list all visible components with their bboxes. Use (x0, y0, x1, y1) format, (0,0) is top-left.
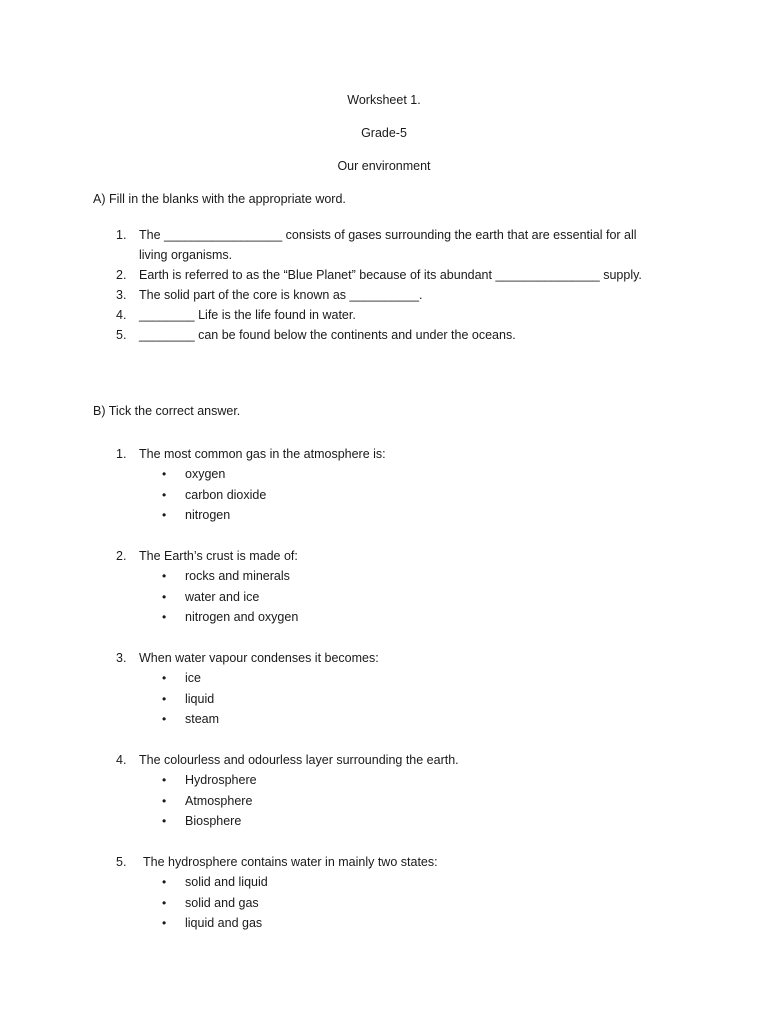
option-label: oxygen (185, 467, 226, 481)
question-number: 2. (116, 549, 127, 563)
question-number: 3. (116, 651, 127, 665)
option-item[interactable] (93, 791, 693, 812)
mcq-question (93, 546, 693, 628)
mcq-question (93, 750, 693, 832)
options-list (93, 566, 693, 628)
option-item[interactable] (93, 689, 693, 710)
item-number: 4. (116, 308, 127, 322)
option-item[interactable] (93, 872, 693, 893)
fill-blank-item (93, 285, 693, 305)
option-label: ice (185, 671, 201, 685)
option-label: steam (185, 712, 220, 726)
question-line (93, 648, 693, 668)
worksheet-title: Worksheet 1. (347, 93, 421, 107)
options-list (93, 668, 693, 730)
section-a-heading: A) Fill in the blanks with the appropriate word. (93, 192, 346, 206)
question-text: The hydrosphere contains water in mainly two states: (143, 855, 438, 869)
bullet-icon: • (162, 610, 167, 624)
options-list (93, 770, 693, 832)
option-label: Hydrosphere (185, 773, 257, 787)
question-line (93, 444, 693, 464)
option-label: carbon dioxide (185, 487, 267, 502)
item-number: 5. (116, 328, 127, 342)
option-label: solid and gas (185, 895, 259, 910)
question-text: The Earth’s crust is made of: (139, 549, 298, 563)
item-number: 3. (116, 288, 127, 302)
bullet-icon: • (162, 712, 167, 726)
bullet-icon: • (162, 793, 167, 808)
option-item[interactable] (93, 893, 693, 914)
bullet-icon: • (162, 671, 167, 685)
options-list (93, 464, 693, 526)
bullet-icon: • (162, 467, 167, 481)
question-line (93, 750, 693, 770)
bullet-icon: • (162, 569, 167, 583)
topic-title: Our environment (337, 159, 431, 173)
question-number: 4. (116, 753, 127, 767)
item-text: The solid part of the core is known as __________. (139, 288, 423, 302)
option-item[interactable] (93, 485, 693, 506)
option-label: Atmosphere (185, 793, 253, 808)
option-item[interactable] (93, 770, 693, 791)
bullet-icon: • (162, 875, 167, 889)
bullet-icon: • (162, 773, 167, 787)
question-number: 5. (116, 855, 127, 869)
option-label: liquid and gas (185, 916, 263, 930)
fill-blank-item (93, 305, 693, 325)
option-label: solid and liquid (185, 875, 268, 889)
mcq-question (93, 648, 693, 730)
question-text: The most common gas in the atmosphere is: (139, 447, 386, 461)
bullet-icon: • (162, 895, 167, 910)
option-item[interactable] (93, 566, 693, 587)
question-number: 1. (116, 447, 127, 461)
item-text: ________ Life is the life found in water. (139, 308, 356, 322)
section-b-heading: B) Tick the correct answer. (93, 404, 241, 418)
option-label: rocks and minerals (185, 569, 290, 583)
fill-blank-item (93, 265, 693, 285)
bullet-icon: • (162, 589, 167, 604)
options-list (93, 872, 693, 934)
option-label: water and ice (185, 589, 260, 604)
fill-blanks-list (93, 225, 693, 345)
mcq-question (93, 444, 693, 526)
option-item[interactable] (93, 587, 693, 608)
mcq-question (93, 852, 693, 934)
bullet-icon: • (162, 916, 167, 930)
item-text: ________ can be found below the continents and under the oceans. (139, 328, 516, 342)
option-item[interactable] (93, 709, 693, 730)
grade-label: Grade-5 (361, 126, 407, 140)
option-label: nitrogen (185, 508, 231, 522)
option-label: liquid (185, 691, 215, 706)
item-number: 2. (116, 268, 127, 282)
item-number: 1. (116, 228, 127, 242)
bullet-icon: • (162, 691, 167, 706)
option-item[interactable] (93, 668, 693, 689)
fill-blank-item (93, 325, 693, 345)
bullet-icon: • (162, 487, 167, 502)
bullet-icon: • (162, 508, 167, 522)
item-text: The _________________ consists of gases surrounding the earth that are essential for all (139, 228, 637, 242)
option-label: Biosphere (185, 814, 242, 828)
item-text: Earth is referred to as the “Blue Planet” because of its abundant _______________ supply. (139, 268, 642, 282)
option-item[interactable] (93, 505, 693, 526)
bullet-icon: • (162, 814, 167, 828)
option-item[interactable] (93, 607, 693, 628)
question-text: The colourless and odourless layer surrounding the earth. (139, 753, 459, 767)
fill-blank-item (93, 225, 693, 265)
option-item[interactable] (93, 913, 693, 934)
question-line (93, 546, 693, 566)
option-item[interactable] (93, 464, 693, 485)
question-line (93, 852, 693, 872)
item-text-continued: living organisms. (139, 248, 233, 262)
question-text: When water vapour condenses it becomes: (139, 651, 379, 665)
option-item[interactable] (93, 811, 693, 832)
option-label: nitrogen and oxygen (185, 610, 299, 624)
